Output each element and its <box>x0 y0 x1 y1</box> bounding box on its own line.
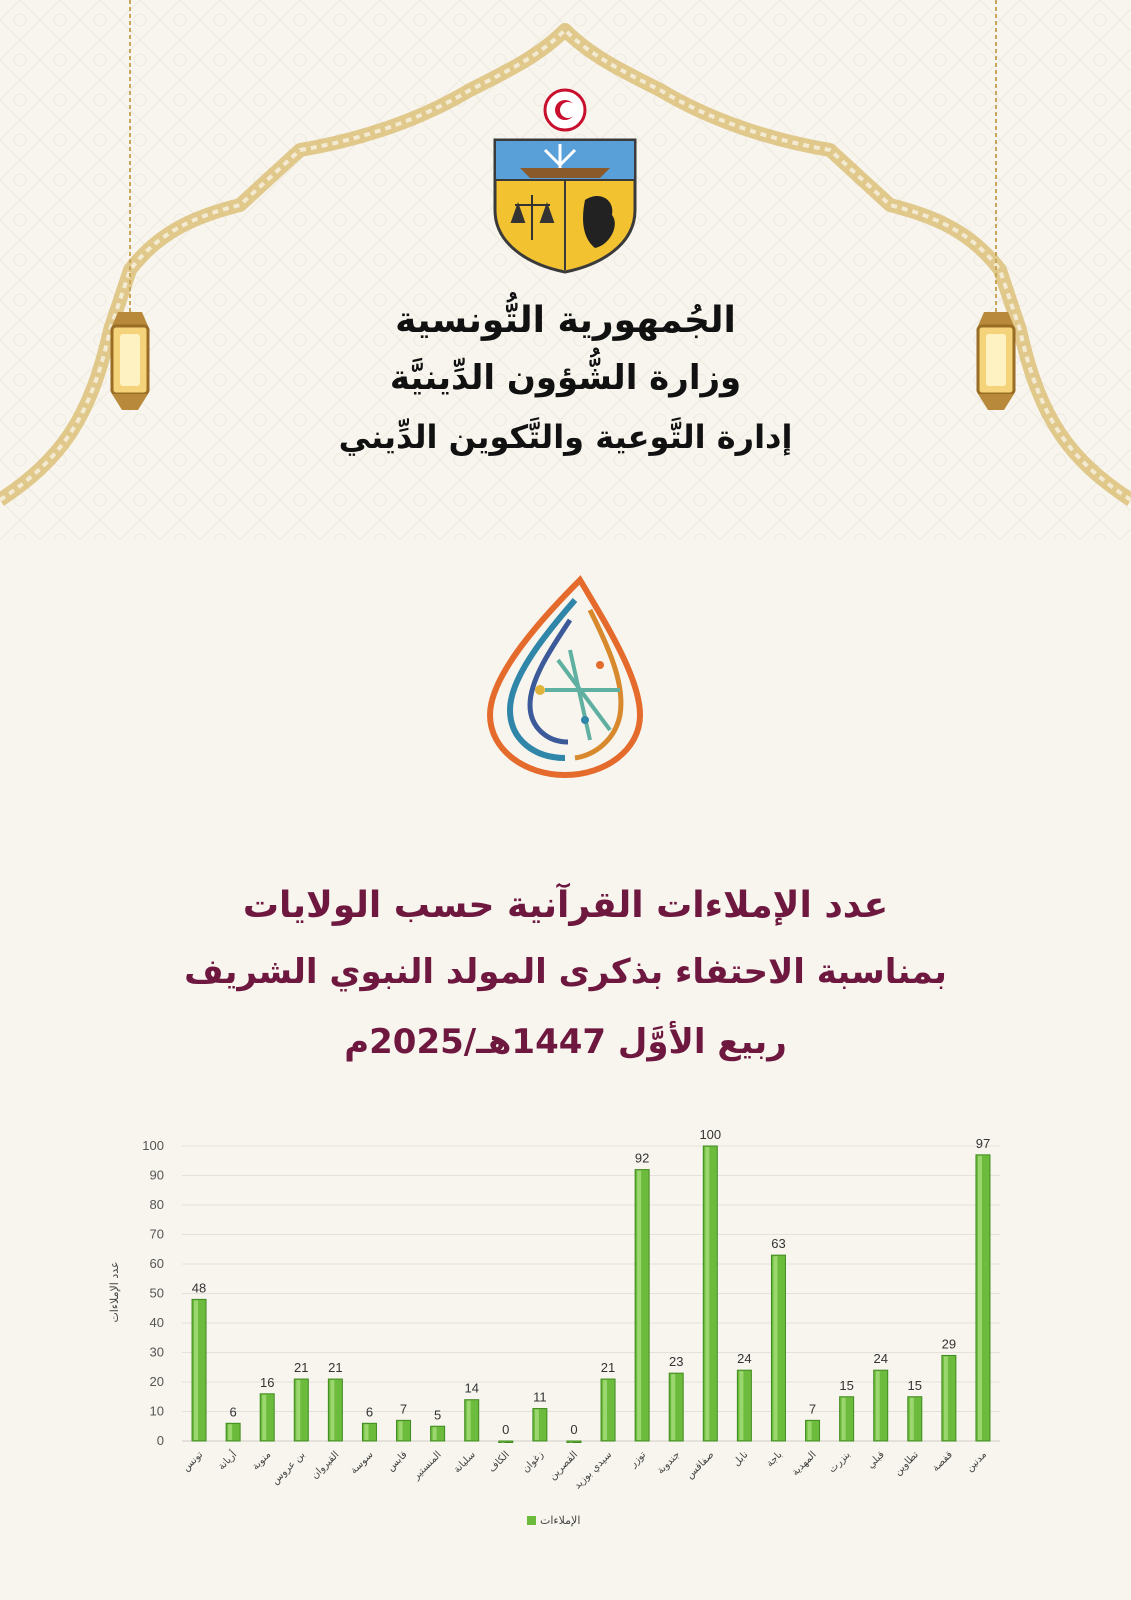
y-tick-label: 60 <box>149 1256 164 1271</box>
data-labels <box>192 1130 990 1437</box>
data-label: 24 <box>873 1351 888 1367</box>
legend-label: الإملاءات <box>540 1514 581 1527</box>
bar-highlight <box>228 1424 232 1440</box>
header-ministry: وزارة الشُّؤون الدِّينيَّة <box>389 358 742 398</box>
bar-highlight <box>671 1374 675 1440</box>
mawlid-calligraphy-logo-icon <box>470 570 660 780</box>
data-label: 48 <box>191 1280 207 1296</box>
x-category-label: تطاوين <box>892 1449 921 1478</box>
bar-highlight <box>433 1427 437 1440</box>
bar-highlight <box>705 1147 709 1440</box>
x-category-label: قبلي <box>865 1449 887 1471</box>
data-label: 92 <box>634 1150 650 1166</box>
y-tick-label: 10 <box>149 1403 164 1419</box>
data-label: 0 <box>502 1422 510 1437</box>
x-category-label: أريانة <box>216 1449 240 1473</box>
y-tick-label: 70 <box>149 1226 164 1242</box>
x-category-label: نابل <box>731 1449 751 1469</box>
data-label: 7 <box>808 1401 817 1417</box>
data-label: 15 <box>907 1377 923 1393</box>
data-label: 16 <box>259 1374 275 1390</box>
ornamental-arch-frame <box>0 0 1131 540</box>
bar-highlight <box>467 1401 471 1440</box>
bar-highlight <box>194 1300 198 1440</box>
bar-highlight <box>603 1380 607 1440</box>
data-label: 7 <box>399 1401 408 1417</box>
y-tick-label: 0 <box>156 1433 164 1448</box>
data-label: 24 <box>737 1351 752 1367</box>
x-category-label: سليانة <box>451 1449 478 1476</box>
data-label: 11 <box>533 1389 547 1405</box>
x-category-label: توزر <box>628 1449 649 1470</box>
bar-highlight <box>399 1421 403 1440</box>
x-category-label: بنزرت <box>826 1449 853 1476</box>
x-category-label: القصرين <box>547 1449 581 1483</box>
data-label: 23 <box>668 1354 684 1370</box>
bar-highlight <box>535 1410 539 1440</box>
header-department: إدارة التَّوعية والتَّكوين الدِّيني <box>338 418 793 456</box>
x-category-label: الكاف <box>486 1449 512 1475</box>
x-category-label: قفصة <box>930 1449 955 1475</box>
bar-highlight <box>910 1398 914 1440</box>
y-axis-label: عدد الإملاءات <box>108 1261 121 1323</box>
data-label: 6 <box>365 1404 374 1420</box>
bar-highlight <box>330 1380 334 1440</box>
data-label: 63 <box>771 1236 786 1252</box>
data-label: 97 <box>975 1135 991 1151</box>
x-category-label: سيدي بوزيد <box>572 1449 615 1492</box>
y-tick-label: 90 <box>149 1167 164 1183</box>
x-category-label: باجة <box>764 1449 785 1470</box>
x-category-label: جندوبة <box>655 1449 683 1477</box>
x-category-label: مدنين <box>964 1449 990 1475</box>
data-label: 29 <box>941 1336 957 1352</box>
legend-swatch <box>527 1516 536 1525</box>
x-category-label: بن عروس <box>269 1449 308 1487</box>
y-tick-label: 100 <box>142 1138 164 1153</box>
chart-title-date: ربيع الأوَّل 1447هـ/2025م <box>344 1022 787 1062</box>
x-category-label: تونس <box>180 1449 206 1474</box>
bar-highlight <box>262 1395 266 1440</box>
bar-highlight <box>296 1380 300 1440</box>
data-label: 14 <box>464 1380 479 1396</box>
bar-highlight <box>637 1171 641 1440</box>
data-label: 21 <box>600 1360 616 1376</box>
bar-highlight <box>808 1421 812 1440</box>
data-label: 5 <box>434 1407 442 1423</box>
bar-highlight <box>944 1356 948 1440</box>
chart-bars <box>192 1146 990 1443</box>
bar-highlight <box>876 1371 880 1440</box>
bar-highlight <box>842 1398 846 1440</box>
bar-highlight <box>773 1256 777 1440</box>
x-category-label: قابس <box>385 1449 410 1474</box>
x-category-label: المنستير <box>411 1449 444 1482</box>
data-label: 0 <box>570 1422 578 1437</box>
bar-highlight <box>739 1371 743 1440</box>
chart-legend <box>527 1514 580 1527</box>
header-republic: الجُمهورية التُّونسية <box>395 300 736 341</box>
y-axis-ticks <box>142 1138 164 1448</box>
x-category-label: زغوان <box>520 1449 546 1476</box>
x-category-label: المهدية <box>789 1449 819 1479</box>
data-label: 21 <box>294 1360 309 1376</box>
data-label: 15 <box>839 1377 854 1393</box>
x-category-label: سوسة <box>348 1449 376 1477</box>
chart-title-line-2: بمناسبة الاحتفاء بذكرى المولد النبوي الشريف <box>184 952 947 992</box>
bar-highlight <box>978 1156 982 1440</box>
chart-title-line-1: عدد الإملاءات القرآنية حسب الولايات <box>242 885 889 926</box>
x-category-label: القيروان <box>309 1449 342 1482</box>
bar-highlight <box>501 1442 505 1443</box>
bar-chart <box>0 1130 1131 1600</box>
y-tick-label: 80 <box>149 1197 164 1212</box>
data-label: 6 <box>229 1404 237 1420</box>
bar-highlight <box>364 1424 368 1440</box>
x-axis-categories <box>181 1448 989 1492</box>
y-tick-label: 30 <box>149 1344 164 1360</box>
x-category-label: منوبة <box>250 1449 274 1473</box>
bar-highlight <box>569 1442 573 1443</box>
y-tick-label: 20 <box>149 1374 164 1389</box>
x-category-label: صفاقس <box>684 1449 717 1482</box>
y-tick-label: 40 <box>149 1315 164 1330</box>
data-label: 100 <box>699 1130 722 1142</box>
data-label: 21 <box>328 1360 343 1376</box>
y-tick-label: 50 <box>149 1285 164 1301</box>
